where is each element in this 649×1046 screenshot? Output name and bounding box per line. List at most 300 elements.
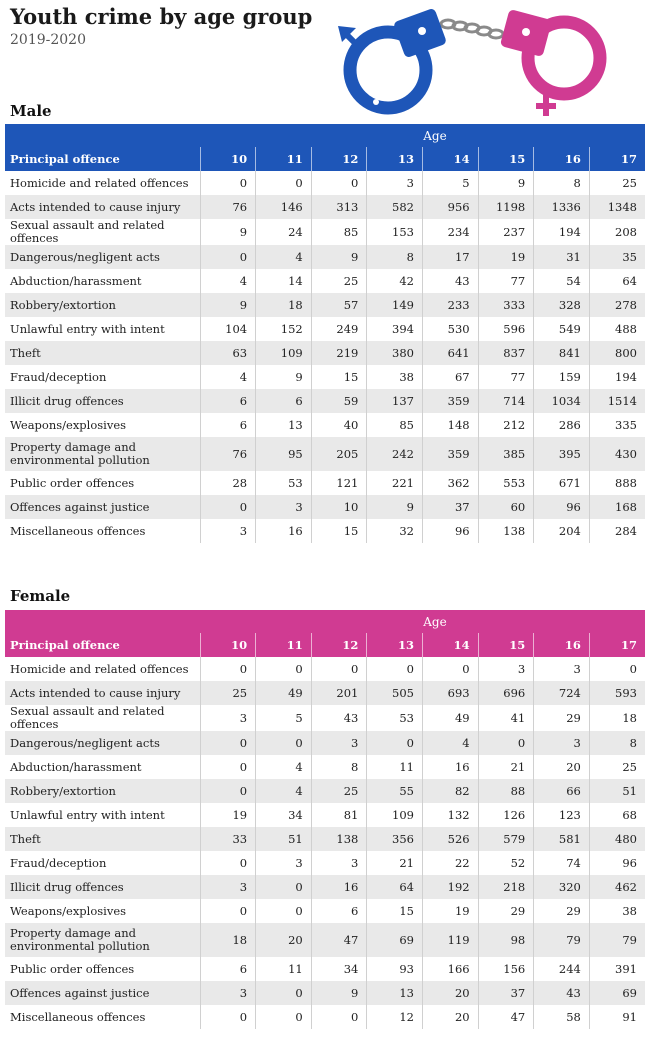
- count-cell: 480: [589, 827, 645, 851]
- count-cell: 85: [311, 219, 367, 245]
- table-row: [5, 341, 645, 365]
- count-cell: 37: [478, 981, 534, 1005]
- handcuffs-icon: [336, 4, 616, 122]
- count-cell: 64: [367, 875, 423, 899]
- count-cell: 194: [589, 365, 645, 389]
- count-cell: 51: [589, 779, 645, 803]
- count-cell: 166: [423, 957, 479, 981]
- offence-label: Robbery/extortion: [5, 293, 200, 317]
- table-row: [5, 681, 645, 705]
- count-cell: 119: [423, 923, 479, 957]
- offence-label: Miscellaneous offences: [10, 1009, 146, 1024]
- count-cell: 333: [478, 293, 534, 317]
- table-row: [5, 851, 645, 875]
- age-header: 12: [311, 633, 367, 657]
- table-row: [5, 293, 645, 317]
- count-cell: 47: [478, 1005, 534, 1029]
- offence-label: Public order offences: [10, 961, 135, 976]
- count-cell: 126: [478, 803, 534, 827]
- count-cell: 29: [478, 899, 534, 923]
- offence-label: Acts intended to cause injury: [5, 681, 200, 705]
- age-group-label: Age: [5, 124, 645, 147]
- count-cell: 21: [367, 851, 423, 875]
- count-cell: 244: [534, 957, 590, 981]
- count-cell: 286: [534, 413, 590, 437]
- count-cell: 4: [200, 269, 256, 293]
- count-cell: 395: [534, 437, 590, 471]
- count-cell: 47: [311, 923, 367, 957]
- count-cell: 21: [478, 755, 534, 779]
- count-cell: 234: [423, 219, 479, 245]
- offence-label: Fraud/deception: [10, 369, 107, 384]
- offence-label: Unlawful entry with intent: [10, 807, 165, 822]
- count-cell: 0: [589, 657, 645, 681]
- count-cell: 29: [534, 705, 590, 731]
- count-cell: 138: [311, 827, 367, 851]
- count-cell: 43: [311, 705, 367, 731]
- count-cell: 0: [200, 755, 256, 779]
- count-cell: 159: [534, 365, 590, 389]
- age-header: 16: [534, 147, 590, 171]
- count-cell: 64: [589, 269, 645, 293]
- count-cell: 800: [589, 341, 645, 365]
- principal-offence-header: Principal offence: [5, 147, 200, 171]
- count-cell: 93: [367, 957, 423, 981]
- count-cell: 28: [200, 471, 256, 495]
- count-cell: 49: [423, 705, 479, 731]
- count-cell: 391: [589, 957, 645, 981]
- count-cell: 25: [589, 755, 645, 779]
- table-row: [5, 245, 645, 269]
- offence-label: Theft: [5, 341, 200, 365]
- count-cell: 98: [478, 923, 534, 957]
- count-cell: 54: [534, 269, 590, 293]
- male-table: [5, 124, 645, 543]
- count-cell: 0: [311, 657, 367, 681]
- count-cell: 123: [534, 803, 590, 827]
- count-cell: 76: [200, 437, 256, 471]
- table-row: [5, 317, 645, 341]
- table-row: [5, 981, 645, 1005]
- count-cell: 34: [311, 957, 367, 981]
- offence-label: Homicide and related offences: [10, 175, 189, 190]
- count-cell: 14: [256, 269, 312, 293]
- age-header: 17: [589, 147, 645, 171]
- count-cell: 320: [534, 875, 590, 899]
- table-row: [5, 875, 645, 899]
- table-row: [5, 519, 645, 543]
- count-cell: 16: [423, 755, 479, 779]
- count-cell: 0: [256, 171, 312, 195]
- count-cell: 9: [200, 293, 256, 317]
- count-cell: 6: [200, 413, 256, 437]
- count-cell: 153: [367, 219, 423, 245]
- page-title: Youth crime by age group: [10, 4, 313, 29]
- count-cell: 43: [534, 981, 590, 1005]
- count-cell: 3: [256, 495, 312, 519]
- count-cell: 53: [256, 471, 312, 495]
- count-cell: 35: [589, 245, 645, 269]
- count-cell: 67: [423, 365, 479, 389]
- count-cell: 20: [534, 755, 590, 779]
- count-cell: 15: [311, 519, 367, 543]
- table-row: [5, 413, 645, 437]
- count-cell: 109: [367, 803, 423, 827]
- age-header: 14: [423, 633, 479, 657]
- age-header: 12: [311, 147, 367, 171]
- count-cell: 837: [478, 341, 534, 365]
- count-cell: 8: [589, 731, 645, 755]
- table-row: [5, 705, 645, 731]
- count-cell: 96: [423, 519, 479, 543]
- count-cell: 192: [423, 875, 479, 899]
- count-cell: 0: [423, 657, 479, 681]
- count-cell: 53: [367, 705, 423, 731]
- offence-label: Acts intended to cause injury: [5, 195, 200, 219]
- count-cell: 4: [200, 365, 256, 389]
- count-cell: 0: [200, 657, 256, 681]
- count-cell: 356: [367, 827, 423, 851]
- count-cell: 0: [200, 171, 256, 195]
- count-cell: 132: [423, 803, 479, 827]
- table-row: [5, 657, 645, 681]
- count-cell: 1514: [589, 389, 645, 413]
- count-cell: 359: [423, 437, 479, 471]
- age-header: 14: [423, 147, 479, 171]
- count-cell: 582: [367, 195, 423, 219]
- age-header: 16: [534, 633, 590, 657]
- offence-label: Homicide and related offences: [10, 661, 189, 676]
- offence-label: Sexual assault and related offences: [10, 218, 165, 245]
- table-row: [5, 269, 645, 293]
- count-cell: 1198: [478, 195, 534, 219]
- count-cell: 8: [534, 171, 590, 195]
- count-cell: 41: [478, 705, 534, 731]
- count-cell: 579: [478, 827, 534, 851]
- count-cell: 25: [589, 171, 645, 195]
- age-header: 13: [367, 147, 423, 171]
- count-cell: 3: [534, 731, 590, 755]
- count-cell: 32: [367, 519, 423, 543]
- count-cell: 25: [311, 779, 367, 803]
- table-row: [5, 803, 645, 827]
- count-cell: 3: [200, 875, 256, 899]
- count-cell: 148: [423, 413, 479, 437]
- age-header: 10: [200, 147, 256, 171]
- page-subtitle: 2019-2020: [10, 32, 86, 48]
- count-cell: 3: [200, 705, 256, 731]
- count-cell: 380: [367, 341, 423, 365]
- count-cell: 394: [367, 317, 423, 341]
- count-cell: 15: [367, 899, 423, 923]
- female-table: [5, 610, 645, 1029]
- count-cell: 0: [200, 1005, 256, 1029]
- count-cell: 55: [367, 779, 423, 803]
- count-cell: 6: [256, 389, 312, 413]
- female-section-label: Female: [10, 587, 71, 605]
- count-cell: 5: [423, 171, 479, 195]
- count-cell: 0: [367, 657, 423, 681]
- count-cell: 249: [311, 317, 367, 341]
- count-cell: 19: [478, 245, 534, 269]
- count-cell: 221: [367, 471, 423, 495]
- count-cell: 714: [478, 389, 534, 413]
- count-cell: 6: [200, 957, 256, 981]
- count-cell: 593: [589, 681, 645, 705]
- count-cell: 201: [311, 681, 367, 705]
- count-cell: 22: [423, 851, 479, 875]
- count-cell: 11: [256, 957, 312, 981]
- count-cell: 11: [367, 755, 423, 779]
- table-row: [5, 195, 645, 219]
- male-section-label: Male: [10, 102, 52, 120]
- count-cell: 58: [534, 1005, 590, 1029]
- table-row: [5, 219, 645, 245]
- count-cell: 24: [256, 219, 312, 245]
- count-cell: 194: [534, 219, 590, 245]
- count-cell: 328: [534, 293, 590, 317]
- count-cell: 168: [589, 495, 645, 519]
- table-row: [5, 957, 645, 981]
- offence-label: Illicit drug offences: [5, 389, 200, 413]
- offence-label: Sexual assault and related offences: [10, 704, 165, 731]
- count-cell: 15: [311, 365, 367, 389]
- offence-label: Weapons/explosives: [10, 903, 127, 918]
- count-cell: 49: [256, 681, 312, 705]
- table-row: [5, 495, 645, 519]
- count-cell: 693: [423, 681, 479, 705]
- count-cell: 0: [311, 1005, 367, 1029]
- count-cell: 59: [311, 389, 367, 413]
- age-group-label: Age: [5, 610, 645, 633]
- count-cell: 13: [367, 981, 423, 1005]
- offence-label: Fraud/deception: [10, 855, 107, 870]
- count-cell: 12: [367, 1005, 423, 1029]
- count-cell: 581: [534, 827, 590, 851]
- age-header: 15: [478, 147, 534, 171]
- count-cell: 0: [200, 495, 256, 519]
- table-row: [5, 471, 645, 495]
- count-cell: 82: [423, 779, 479, 803]
- count-cell: 19: [423, 899, 479, 923]
- count-cell: 385: [478, 437, 534, 471]
- table-row: [5, 171, 645, 195]
- count-cell: 0: [256, 731, 312, 755]
- count-cell: 3: [256, 851, 312, 875]
- offence-label: Robbery/extortion: [5, 779, 200, 803]
- count-cell: 4: [256, 779, 312, 803]
- table-row: [5, 779, 645, 803]
- count-cell: 109: [256, 341, 312, 365]
- count-cell: 77: [478, 365, 534, 389]
- count-cell: 9: [256, 365, 312, 389]
- count-cell: 3: [367, 171, 423, 195]
- count-cell: 76: [200, 195, 256, 219]
- count-cell: 96: [534, 495, 590, 519]
- count-cell: 724: [534, 681, 590, 705]
- count-cell: 79: [534, 923, 590, 957]
- count-cell: 138: [478, 519, 534, 543]
- count-cell: 74: [534, 851, 590, 875]
- count-cell: 4: [256, 755, 312, 779]
- count-cell: 79: [589, 923, 645, 957]
- count-cell: 208: [589, 219, 645, 245]
- count-cell: 841: [534, 341, 590, 365]
- count-cell: 3: [478, 657, 534, 681]
- table-row: [5, 365, 645, 389]
- count-cell: 233: [423, 293, 479, 317]
- count-cell: 13: [256, 413, 312, 437]
- offence-label: Abduction/harassment: [10, 273, 142, 288]
- age-header: 13: [367, 633, 423, 657]
- count-cell: 4: [256, 245, 312, 269]
- count-cell: 19: [200, 803, 256, 827]
- count-cell: 0: [200, 899, 256, 923]
- count-cell: 16: [256, 519, 312, 543]
- count-cell: 430: [589, 437, 645, 471]
- count-cell: 51: [256, 827, 312, 851]
- count-cell: 63: [200, 341, 256, 365]
- count-cell: 0: [256, 1005, 312, 1029]
- count-cell: 37: [423, 495, 479, 519]
- count-cell: 1336: [534, 195, 590, 219]
- count-cell: 88: [478, 779, 534, 803]
- count-cell: 4: [423, 731, 479, 755]
- count-cell: 335: [589, 413, 645, 437]
- count-cell: 8: [367, 245, 423, 269]
- count-cell: 0: [478, 731, 534, 755]
- count-cell: 0: [200, 245, 256, 269]
- count-cell: 237: [478, 219, 534, 245]
- age-header: 11: [256, 633, 312, 657]
- pink-cuff-icon: [500, 9, 600, 94]
- count-cell: 137: [367, 389, 423, 413]
- count-cell: 9: [200, 219, 256, 245]
- count-cell: 40: [311, 413, 367, 437]
- table-row: [5, 1005, 645, 1029]
- count-cell: 313: [311, 195, 367, 219]
- count-cell: 0: [367, 731, 423, 755]
- header-row: [5, 147, 645, 171]
- count-cell: 3: [534, 657, 590, 681]
- count-cell: 18: [200, 923, 256, 957]
- count-cell: 104: [200, 317, 256, 341]
- age-group-row: [5, 124, 645, 147]
- count-cell: 69: [589, 981, 645, 1005]
- age-header: 15: [478, 633, 534, 657]
- offence-label: Illicit drug offences: [5, 875, 200, 899]
- count-cell: 20: [423, 981, 479, 1005]
- count-cell: 38: [367, 365, 423, 389]
- count-cell: 95: [256, 437, 312, 471]
- count-cell: 3: [200, 519, 256, 543]
- count-cell: 69: [367, 923, 423, 957]
- count-cell: 25: [200, 681, 256, 705]
- offence-label: Unlawful entry with intent: [10, 321, 165, 336]
- count-cell: 9: [311, 245, 367, 269]
- count-cell: 0: [200, 731, 256, 755]
- age-header: 10: [200, 633, 256, 657]
- count-cell: 25: [311, 269, 367, 293]
- count-cell: 204: [534, 519, 590, 543]
- count-cell: 359: [423, 389, 479, 413]
- age-header: 17: [589, 633, 645, 657]
- offence-label: Property damage and environmental pollution: [5, 923, 200, 957]
- count-cell: 284: [589, 519, 645, 543]
- count-cell: 9: [367, 495, 423, 519]
- count-cell: 10: [311, 495, 367, 519]
- count-cell: 0: [256, 899, 312, 923]
- count-cell: 888: [589, 471, 645, 495]
- count-cell: 462: [589, 875, 645, 899]
- count-cell: 20: [423, 1005, 479, 1029]
- count-cell: 42: [367, 269, 423, 293]
- chain-icon: [441, 20, 503, 38]
- count-cell: 20: [256, 923, 312, 957]
- count-cell: 149: [367, 293, 423, 317]
- count-cell: 488: [589, 317, 645, 341]
- table-row: [5, 389, 645, 413]
- count-cell: 6: [200, 389, 256, 413]
- count-cell: 956: [423, 195, 479, 219]
- count-cell: 121: [311, 471, 367, 495]
- offence-label: Offences against justice: [5, 495, 200, 519]
- offence-label: Property damage and environmental pollution: [5, 437, 200, 471]
- table-row: [5, 827, 645, 851]
- table-row: [5, 731, 645, 755]
- table-row: [5, 923, 645, 957]
- count-cell: 29: [534, 899, 590, 923]
- count-cell: 1034: [534, 389, 590, 413]
- offence-label: Dangerous/negligent acts: [5, 245, 200, 269]
- count-cell: 0: [311, 171, 367, 195]
- count-cell: 43: [423, 269, 479, 293]
- offence-label: Weapons/explosives: [10, 417, 127, 432]
- count-cell: 91: [589, 1005, 645, 1029]
- count-cell: 205: [311, 437, 367, 471]
- count-cell: 18: [256, 293, 312, 317]
- count-cell: 152: [256, 317, 312, 341]
- count-cell: 3: [200, 981, 256, 1005]
- count-cell: 0: [200, 851, 256, 875]
- count-cell: 530: [423, 317, 479, 341]
- offence-label: Theft: [5, 827, 200, 851]
- table-row: [5, 755, 645, 779]
- male-symbol-icon: [338, 26, 358, 46]
- count-cell: 57: [311, 293, 367, 317]
- count-cell: 5: [256, 705, 312, 731]
- count-cell: 33: [200, 827, 256, 851]
- count-cell: 526: [423, 827, 479, 851]
- table-row: [5, 899, 645, 923]
- count-cell: 38: [589, 899, 645, 923]
- count-cell: 212: [478, 413, 534, 437]
- count-cell: 218: [478, 875, 534, 899]
- count-cell: 31: [534, 245, 590, 269]
- count-cell: 81: [311, 803, 367, 827]
- count-cell: 156: [478, 957, 534, 981]
- blue-cuff-icon: [350, 8, 447, 108]
- offence-label: Dangerous/negligent acts: [5, 731, 200, 755]
- count-cell: 16: [311, 875, 367, 899]
- count-cell: 60: [478, 495, 534, 519]
- count-cell: 6: [311, 899, 367, 923]
- count-cell: 9: [478, 171, 534, 195]
- count-cell: 596: [478, 317, 534, 341]
- count-cell: 66: [534, 779, 590, 803]
- count-cell: 0: [256, 981, 312, 1005]
- count-cell: 3: [311, 851, 367, 875]
